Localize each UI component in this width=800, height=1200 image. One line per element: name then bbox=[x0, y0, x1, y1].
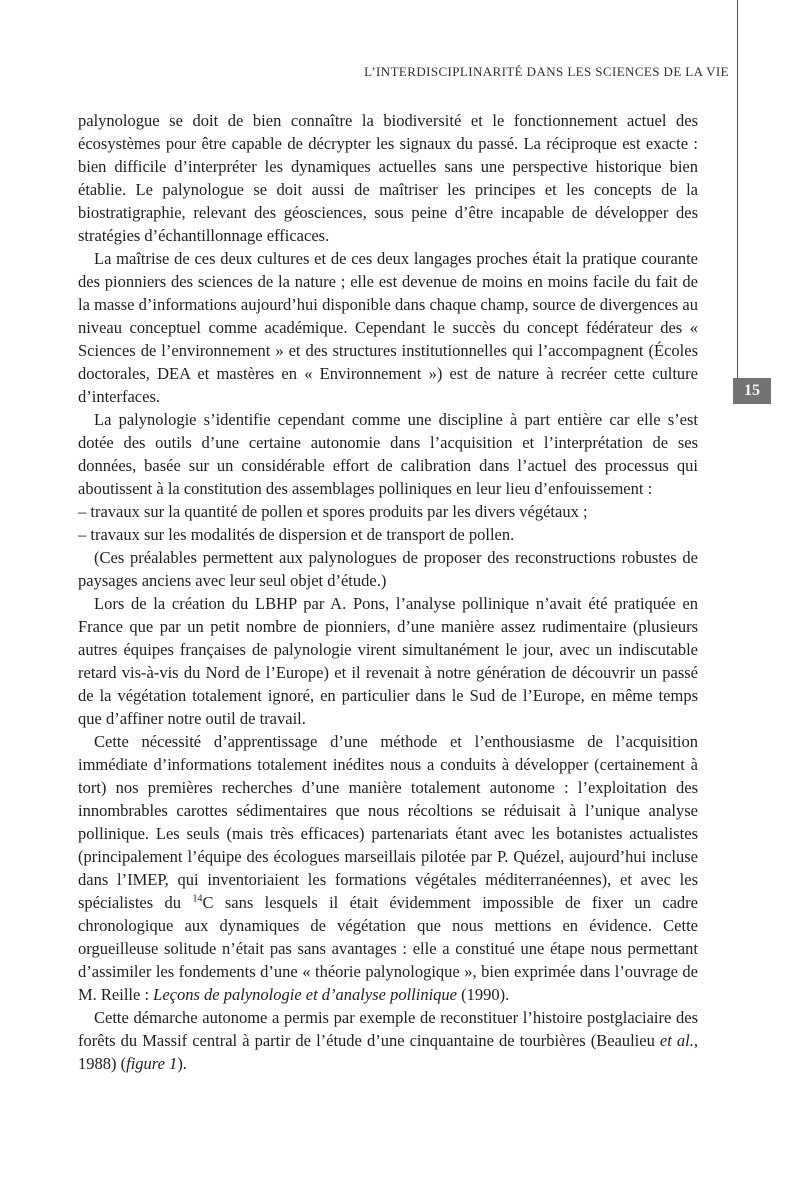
text-run: (1990). bbox=[456, 985, 510, 1004]
paragraph bbox=[78, 592, 698, 730]
text-run: La palynologie s’identifie cependant comme une discipline à part entière car elle s’est dotée des outils d’une certaine autonomie dans l’acquisition et l’interprétation de ses données, basée sur un considérable effort de calibration dans l’actuel des processus qui aboutissent à la constitution des assemblages polliniques en leur lieu d’enfouissement : bbox=[78, 410, 698, 498]
paragraph bbox=[78, 523, 698, 546]
text-run: figure 1 bbox=[126, 1054, 178, 1073]
paragraph bbox=[78, 546, 698, 592]
text-run: – travaux sur les modalités de dispersion et de transport de pollen. bbox=[78, 525, 515, 544]
text-run: Cette nécessité d’apprentissage d’une méthode et l’enthousiasme de l’acquisition immédiate d’informations totalement inédites nous a conduits à développer (certainement à tort) nos premières recherches d’une manière totalement autonome : l’exploitation des innombrables carottes sédimentaires que nous récoltions se réduisait à l’unique analyse pollinique. Les seuls (mais très efficaces) partenariats étant avec les botanistes actualistes (principalement l’équipe des écologues marseillais pilotée par P. Quézel, aujourd’hui incluse dans l’IMEP, qui inventoriaient les formations végétales méditerranéennes), et avec les spécialistes du bbox=[78, 732, 698, 912]
paragraph bbox=[78, 247, 698, 408]
paragraph bbox=[78, 500, 698, 523]
paragraph bbox=[78, 408, 698, 500]
text-run: (Ces préalables permettent aux palynologues de proposer des reconstructions robustes de paysages anciens avec leur seul objet d’étude.) bbox=[78, 548, 698, 590]
text-run: 14 bbox=[192, 893, 203, 905]
paragraph bbox=[78, 109, 698, 247]
text-run: C sans lesquels il était évidemment impossible de fixer un cadre chronologique aux dynamiques de végétation que nous mettions en évidence. Cette orgueilleuse solitude n’était pas sans avantages : elle a constitué une étape nous permettant d’assimiler les fondements d’une « théorie palynologique », bien exprimée dans l’ouvrage de M. Reille : bbox=[78, 893, 698, 1004]
text-run: et al. bbox=[659, 1031, 694, 1050]
paragraph bbox=[78, 1006, 698, 1075]
text-run: Lors de la création du LBHP par A. Pons, l’analyse pollinique n’avait été pratiquée en France que par un petit nombre de pionniers, d’une manière assez rudimentaire (plusieurs autres équipes françaises de palynologie virent simultanément le jour, avec un indiscutable retard vis-à-vis du Nord de l’Europe) et il revenait à notre génération de découvrir un passé de la végétation totalement ignoré, en particulier dans le Sud de l’Europe, en même temps que d’affiner notre outil de travail. bbox=[78, 594, 698, 728]
running-header: L’INTERDISCIPLINARITÉ DANS LES SCIENCES DE LA VIE bbox=[364, 64, 729, 79]
text-run: Cette démarche autonome a permis par exemple de reconstituer l’histoire postglaciaire des forêts du Massif central à partir de l’étude d’une cinquantaine de tourbières (Beaulieu bbox=[78, 1008, 698, 1050]
body-text bbox=[78, 109, 698, 1075]
text-run: ). bbox=[177, 1054, 187, 1073]
paragraph bbox=[78, 730, 698, 1006]
page-number-badge bbox=[733, 378, 771, 404]
text-run: Leçons de palynologie et d’analyse pollinique bbox=[153, 985, 457, 1004]
page-number: 15 bbox=[744, 382, 760, 399]
text-run: La maîtrise de ces deux cultures et de ces deux langages proches était la pratique courante des pionniers des sciences de la nature ; elle est devenue de moins en moins facile du fait de la masse d’informations aujourd’hui disponible dans chaque champ, source de divergences au niveau conceptuel comme académique. Cependant le succès du concept fédérateur des « Sciences de l’environnement » et des structures institutionnelles qui l’accompagnent (Écoles doctorales, DEA et mastères en « Environnement ») est de nature à recréer cette culture d’interfaces. bbox=[78, 249, 698, 406]
text-run: palynologue se doit de bien connaître la biodiversité et le fonctionnement actuel des écosystèmes pour être capable de décrypter les signaux du passé. La réciproque est exacte : bien difficile d’interpréter les dynamiques actuelles sans une perspective historique bien établie. Le palynologue se doit aussi de maîtriser les principes et les concepts de la biostratigraphie, relevant des géosciences, sous peine d’être incapable de développer des stratégies d’échantillonnage efficaces. bbox=[78, 111, 698, 245]
text-run: – travaux sur la quantité de pollen et spores produits par les divers végétaux ; bbox=[78, 502, 588, 521]
margin-rule bbox=[737, 0, 738, 378]
text-run: , 1988) ( bbox=[78, 1031, 698, 1073]
